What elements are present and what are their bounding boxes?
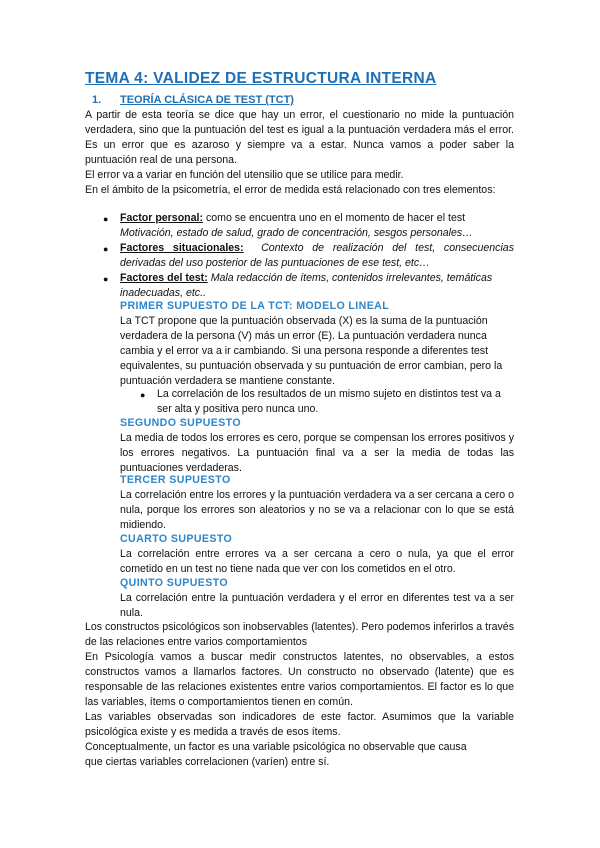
closing-paragraph-2: En Psicología vamos a buscar medir constructos latentes, no observables, a estos constructos vamos a llamarlos factores. Un constructo no observado (latente) que es responsable de las relaciones existentes entre varios comportamientos. El factor es lo que las variables, ítems o comportamientos tienen en común. (85, 651, 514, 708)
closing-paragraph-5: que ciertas variables correlacionen (varíen) entre sí. (85, 756, 330, 768)
factor-personal (120, 211, 514, 241)
factor-test (120, 271, 514, 301)
factor-examples: Contexto de realización del test, consecuencias derivadas del uso posterior de las puntuaciones de ese test, etc… (120, 242, 514, 269)
supuesto-heading-1: PRIMER SUPUESTO DE LA TCT: MODELO LINEAL (120, 300, 390, 312)
supuesto-heading-4: CUARTO SUPUESTO (120, 533, 233, 545)
factor-label: Factores del test: (120, 272, 208, 284)
factor-examples: Motivación, estado de salud, grado de concentración, sesgos personales… (120, 227, 473, 239)
intro-paragraph-3: En el ámbito de la psicometría, el error de medida está relacionado con tres elementos: (85, 184, 496, 196)
factor-label: Factor personal: (120, 212, 204, 224)
intro-paragraph-1: A partir de esta teoría se dice que hay un error, el cuestionario no mide la puntuación verdadera, sino que la puntuación del test es igual a la puntuación verdadera más el error. Es un error que es azaroso y siempre va a estar. Nunca vamos a poder saber la puntuación real de una persona. (85, 109, 514, 166)
factor-text: como se encuentra uno en el momento de hacer el test (203, 212, 466, 224)
supuesto-heading-5: QUINTO SUPUESTO (120, 577, 229, 589)
closing-paragraph-3: Las variables observadas son indicadores de este factor. Asumimos que la variable psicológica existe y es medida a través de esos ítems. (85, 711, 514, 738)
supuesto-heading-3: TERCER SUPUESTO (120, 474, 231, 486)
bullet-icon: ● (103, 214, 109, 224)
bullet-icon: ● (140, 390, 146, 400)
section-number: 1. (92, 94, 102, 106)
closing-paragraph-4: Conceptualmente, un factor es una variable psicológica no observable que causa (85, 741, 467, 753)
supuesto-bullet-1: La correlación de los resultados de un mismo sujeto en distintos test va a ser alta y positiva pero nunca uno. (157, 388, 501, 415)
factor-examples: Mala redacción de ítems, contenidos irrelevantes, temáticas inadecuadas, etc.. (120, 272, 493, 299)
supuesto-text-5: La correlación entre la puntuación verdadera y el error en diferentes test va a ser nula. (120, 592, 514, 619)
page-title: TEMA 4: VALIDEZ DE ESTRUCTURA INTERNA (85, 70, 437, 87)
supuesto-text-4: La correlación entre errores va a ser cercana a cero o nula, ya que el error cometido en un test no tiene nada que ver con los cometidos en el otro. (120, 548, 514, 575)
supuesto-text-2: La media de todos los errores es cero, porque se compensan los errores positivos y los errores negativos. La puntuación final va a ser la media de todas las puntuaciones verdaderas. (120, 432, 514, 474)
intro-paragraph-2: El error va a variar en función del utensilio que se utilice para medir. (85, 169, 404, 181)
supuesto-heading-2: SEGUNDO SUPUESTO (120, 417, 241, 429)
supuesto-text-3: La correlación entre los errores y la puntuación verdadera va a ser cercana a cero o nula, porque los errores son aleatorios y no se va a relacionar con lo que se está midiendo. (120, 489, 514, 531)
section-heading (92, 94, 294, 106)
factor-label: Factores situacionales: (120, 242, 244, 254)
bullet-icon: ● (103, 274, 109, 284)
bullet-icon: ● (103, 244, 109, 254)
section-title: TEORÍA CLÁSICA DE TEST (TCT) (120, 94, 294, 106)
factor-situacionales (120, 241, 514, 271)
supuesto-text-1: La TCT propone que la puntuación observada (X) es la suma de la puntuación verdadera de la persona (V) más un error (E). La puntuación verdadera nunca cambia y el error va a ir cambiando. Si una persona responde a diferentes test equivalentes, su puntuación observada y su puntuación de error cambian, pero la puntuación verdadera se mantiene constante. (120, 315, 503, 387)
closing-paragraph-1: Los constructos psicológicos son inobservables (latentes). Pero podemos inferirlos a través de las relaciones entre varios comportamientos (85, 621, 514, 648)
